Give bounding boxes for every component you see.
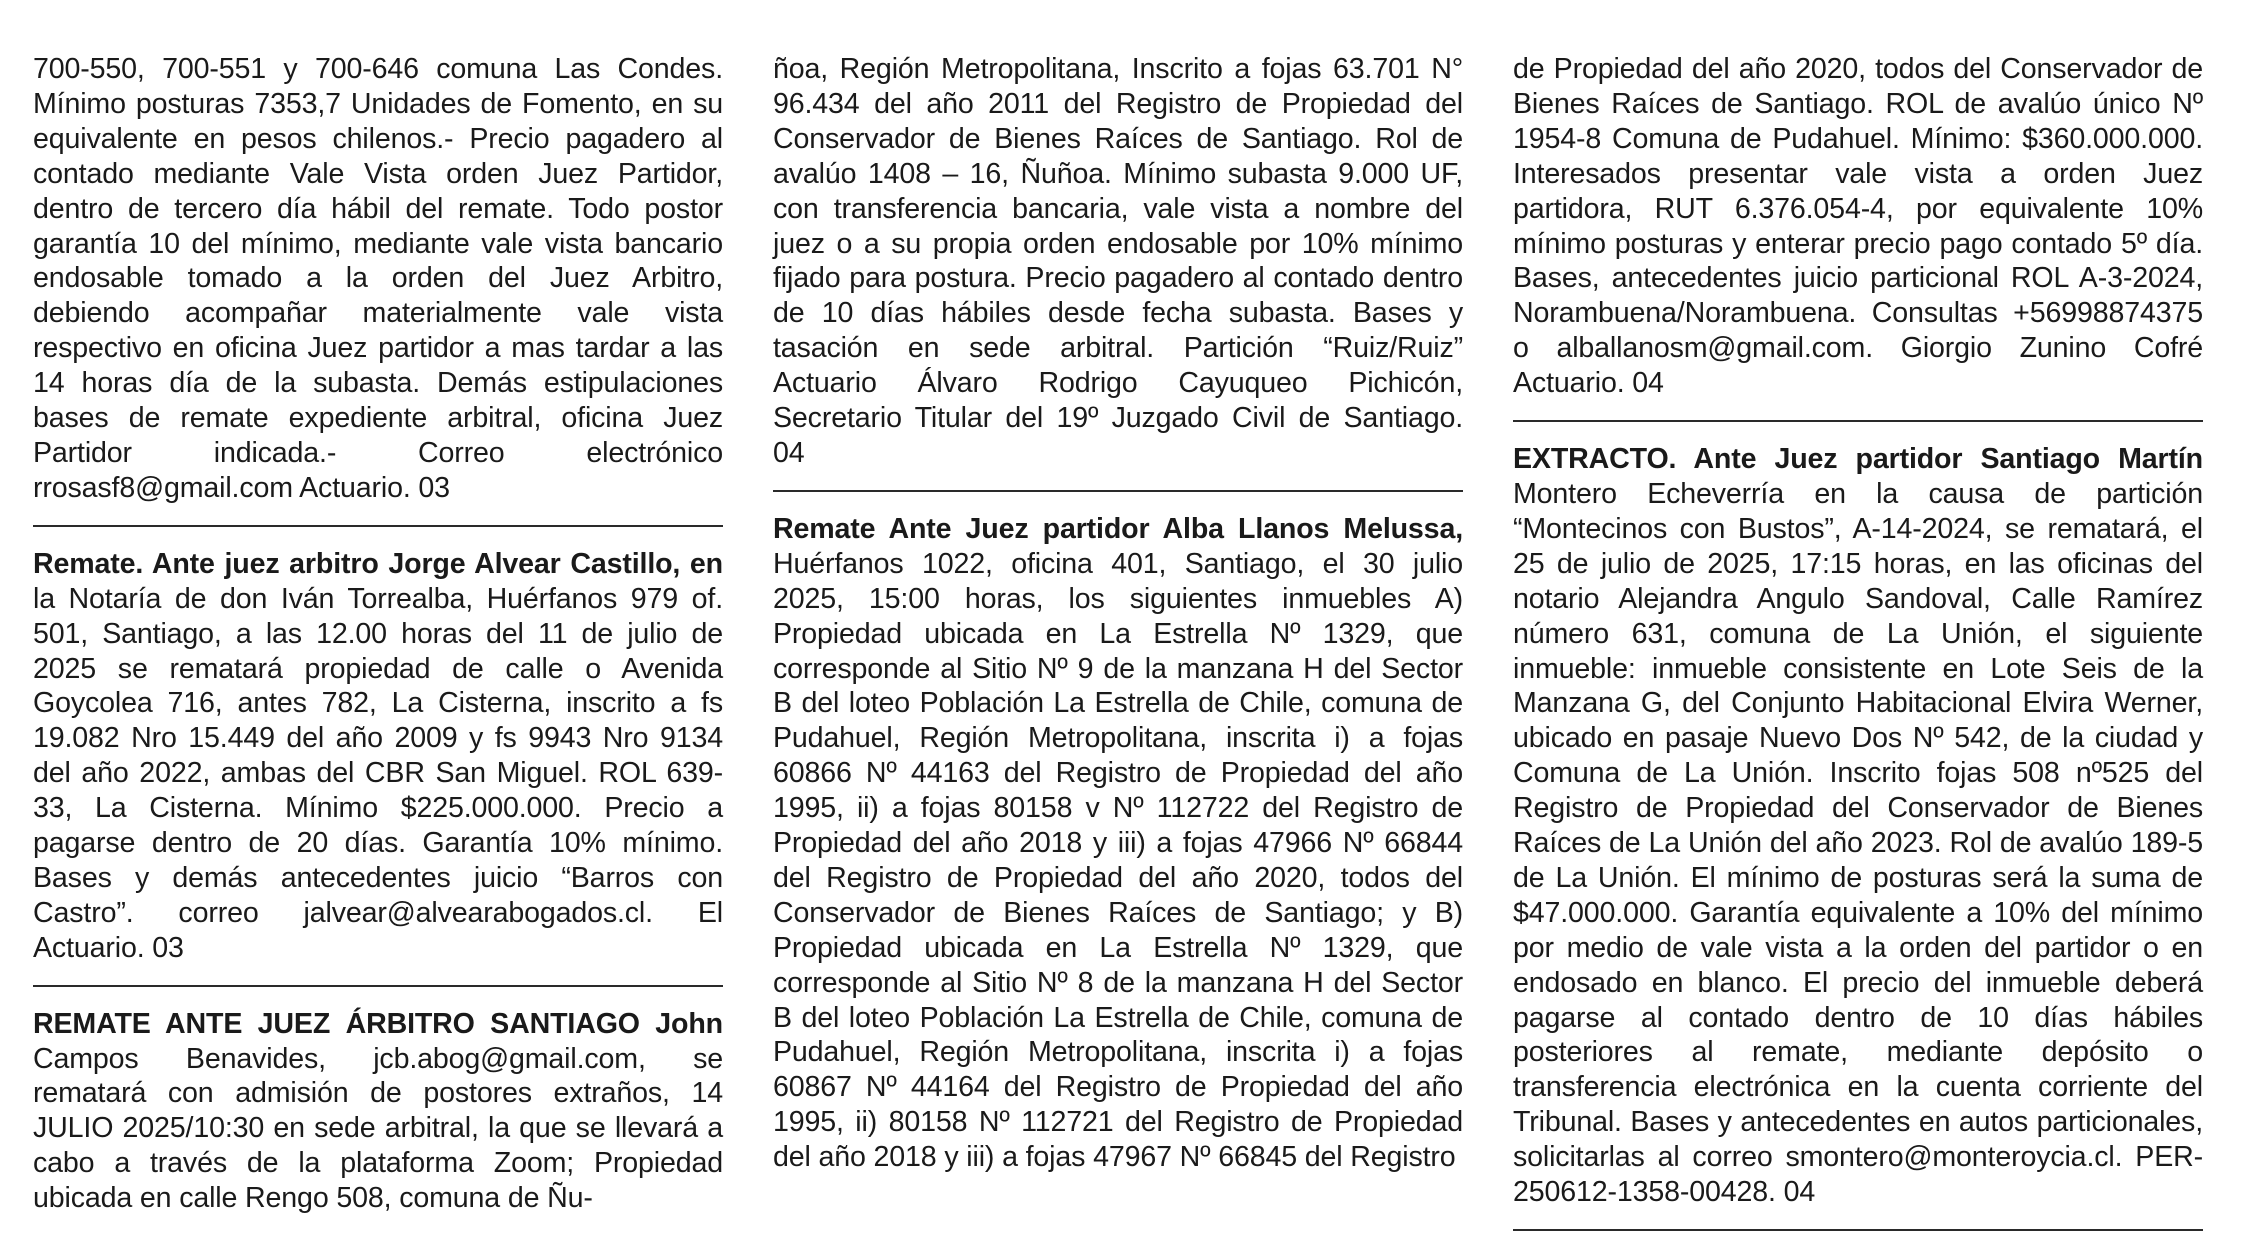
column-3 — [1513, 52, 2203, 1251]
notice-heading: Remate Ante Juez partidor Alba Llanos Melussa, — [773, 512, 1463, 545]
notice-text: ñoa, Región Metropolitana, Inscrito a fojas 63.701 N° 96.434 del año 2011 del Registro de Propiedad del Conservador de Bienes Raíces de Santiago. Rol de avalúo 1408 – 16, Ñuñoa. Mínimo subasta 9.000 UF, con transferencia bancaria, vale vista a nombre del juez o a su propia orden endosable por 10% mínimo fijado para postura. Precio pagadero al contado dentro de 10 días hábiles desde fecha subasta. Bases y tasación en sede arbitral. Partición “Ruiz/Ruiz” Actuario Álvaro Rodrigo Cayuqueo Pichicón, Secretario Titular del 19º Juzgado Civil de Santiago. 04 — [773, 53, 1463, 469]
column-1 — [33, 52, 723, 1251]
notice-extracto-montero — [1513, 442, 2203, 1210]
divider — [773, 490, 1463, 492]
notice-continued — [773, 52, 1463, 471]
notice-text: de Propiedad del año 2020, todos del Conservador de Bienes Raíces de Santiago. ROL de avalúo único Nº 1954-8 Comuna de Pudahuel. Mínimo: $360.000.000. Interesados presentar vale vista a orden Juez partidora, RUT 6.376.054-4, por equivalente 10% mínimo posturas y enterar precio pago contado 5º día. Bases, antecedentes juicio particional ROL A-3-2024, Norambuena/Norambuena. Consultas +56998874375 o alballanosm@gmail.com. Giorgio Zunino Cofré Actuario. 04 — [1513, 53, 2203, 400]
notice-text: 700-550, 700-551 y 700-646 comuna Las Condes. Mínimo posturas 7353,7 Unidades de Fomento, en su equivalente en pesos chilenos.- Precio pagadero al contado mediante Vale Vista orden Juez Partidor, dentro de tercero día hábil del remate. Todo postor garantía 10 del mínimo, mediante vale vista bancario endosable tomado a la orden del Juez Arbitro, debiendo acompañar materialmente vale vista respectivo en oficina Juez partidor a mas tardar a las 14 horas día de la subasta. Demás estipulaciones bases de remate expediente arbitral, oficina Juez Partidor indicada.- Correo electrónico rrosasf8@gmail.com Actuario. 03 — [33, 53, 723, 504]
divider — [33, 985, 723, 987]
divider — [33, 525, 723, 527]
notice-remate-campos — [33, 1007, 723, 1216]
notice-continued — [1513, 52, 2203, 401]
column-2 — [773, 52, 1463, 1251]
notice-text: Montero Echeverría en la causa de partición “Montecinos con Bustos”, A-14-2024, se rematará, el 25 de julio de 2025, 17:15 horas, en las oficinas del notario Alejandra Angulo Sandoval, Calle Ramírez número 631, comuna de La Unión, el siguiente inmueble: inmueble consistente en Lote Seis de la Manzana G, del Conjunto Habitacional Elvira Werner, ubicado en pasaje Nuevo Dos Nº 542, de la ciudad y Comuna de La Unión. Inscrito fojas 508 nº525 del Registro de Propiedad del Conservador de Bienes Raíces de La Unión del año 2023. Rol de avalúo 189-5 de La Unión. El mínimo de posturas será la suma de $47.000.000. Garantía equivalente a 10% del mínimo por medio de vale vista a la orden del partidor o en endosado en blanco. El precio del inmueble deberá pagarse al contado dentro de 10 días hábiles posteriores al remate, mediante depósito o transferencia electrónica en la cuenta corriente del Tribunal. Bases y antecedentes en autos particionales, solicitarlas al correo smontero@monteroycia.cl. PER-250612-1358-00428. 04 — [1513, 477, 2203, 1209]
divider — [1513, 420, 2203, 422]
notice-heading: EXTRACTO. Ante Juez partidor Santiago Martín — [1513, 443, 2203, 476]
divider — [1513, 1229, 2203, 1231]
notice-continued — [33, 52, 723, 506]
notice-text: Huérfanos 1022, oficina 401, Santiago, el 30 julio 2025, 15:00 horas, los siguientes inmuebles A) Propiedad ubicada en La Estrella Nº 1329, que corresponde al Sitio Nº 9 de la manzana H del Sector B del loteo Población La Estrella de Chile, comuna de Pudahuel, Región Metropolitana, inscrita i) a fojas 60866 Nº 44163 del Registro de Propiedad del año 1995, ii) a fojas 80158 v Nº 112722 del Registro de Propiedad del año 2018 y iii) a fojas 47966 Nº 66844 del Registro de Propiedad del año 2020, todos del Conservador de Bienes Raíces de Santiago; y B) Propiedad ubicada en La Estrella Nº 1329, que corresponde al Sitio Nº 8 de la manzana H del Sector B del loteo Población La Estrella de Chile, comuna de Pudahuel, Región Metropolitana, inscrita i) a fojas 60867 Nº 44164 del Registro de Propiedad del año 1995, ii) 80158 Nº 112721 del Registro de Propiedad del año 2018 y iii) a fojas 47967 Nº 66845 del Registro — [773, 547, 1463, 1174]
notice-heading: Remate. Ante juez arbitro Jorge Alvear Castillo, en — [33, 547, 723, 580]
notice-text: Campos Benavides, jcb.abog@gmail.com, se rematará con admisión de postores extraños, 14 JULIO 2025/10:30 en sede arbitral, la que se llevará a cabo a través de la plataforma Zoom; Propiedad ubicada en calle Rengo 508, comuna de Ñu- — [33, 1042, 723, 1215]
notice-heading: REMATE ANTE JUEZ ÁRBITRO SANTIAGO John — [33, 1007, 723, 1040]
notice-text: la Notaría de don Iván Torrealba, Huérfanos 979 of. 501, Santiago, a las 12.00 horas del 11 de julio de 2025 se rematará propiedad de calle o Avenida Goycolea 716, antes 782, La Cisterna, inscrito a fs 19.082 Nro 15.449 del año 2009 y fs 9943 Nro 9134 del año 2022, ambas del CBR San Miguel. ROL 639-33, La Cisterna. Mínimo $225.000.000. Precio a pagarse dentro de 20 días. Garantía 10% mínimo. Bases y demás antecedentes juicio “Barros con Castro”. correo jalvear@alvearabogados.cl. El Actuario. 03 — [33, 582, 723, 964]
notice-remate-alvear — [33, 547, 723, 966]
notice-remate-llanos — [773, 512, 1463, 1175]
